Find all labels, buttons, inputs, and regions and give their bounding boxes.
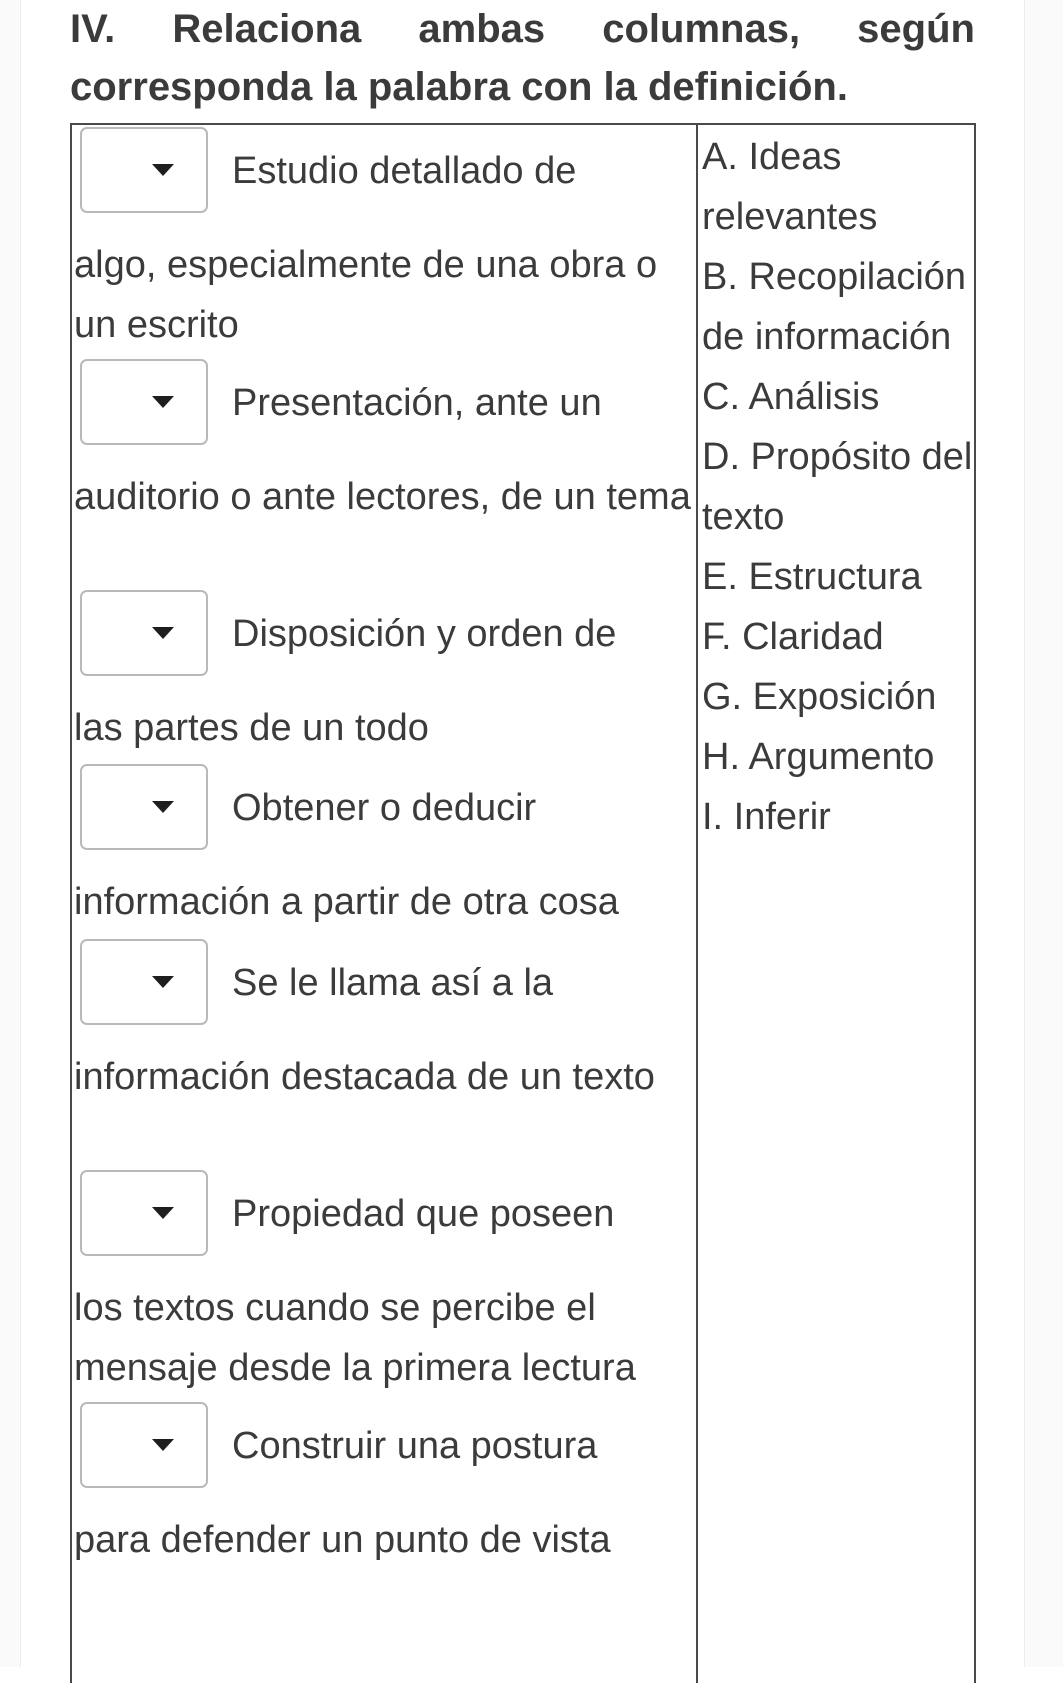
options-column	[700, 125, 974, 847]
title-word: según	[857, 7, 975, 51]
definition-2-continuation: auditorio o ante lectores, de un tema	[74, 476, 691, 518]
option-h: H. Argumento	[702, 736, 935, 778]
caret-down-icon	[152, 627, 174, 639]
definition-3-continuation: las partes de un todo	[74, 707, 429, 749]
caret-down-icon	[152, 164, 174, 176]
option-g: G. Exposición	[702, 676, 937, 718]
right-page-gutter	[1024, 0, 1063, 1667]
question-title	[70, 0, 975, 116]
option-c: C. Análisis	[702, 376, 880, 418]
caret-down-icon	[152, 976, 174, 988]
answer-select-3[interactable]	[80, 590, 208, 676]
question-title-line-1	[70, 0, 975, 58]
title-word: columnas,	[602, 7, 801, 51]
definition-7-continuation: para defender un punto de vista	[74, 1519, 611, 1561]
question-title-line-2: corresponda la palabra con la definición.	[70, 65, 848, 109]
option-f: F. Claridad	[702, 616, 884, 658]
matching-table	[70, 123, 976, 1683]
answer-select-4[interactable]	[80, 764, 208, 850]
option-i: I. Inferir	[702, 796, 831, 838]
caret-down-icon	[152, 396, 174, 408]
title-word: IV.	[70, 7, 116, 51]
definition-7-first-line: Construir una postura	[232, 1425, 598, 1467]
answer-select-1[interactable]	[80, 127, 208, 213]
definition-1-continuation: algo, especialmente de una obra o un escrito	[74, 244, 658, 346]
definition-3-first-line: Disposición y orden de	[232, 613, 617, 655]
title-word: Relaciona	[172, 7, 362, 51]
caret-down-icon	[152, 1439, 174, 1451]
answer-select-2[interactable]	[80, 359, 208, 445]
definition-5-continuation: información destacada de un texto	[74, 1056, 655, 1098]
title-word: ambas	[418, 7, 546, 51]
caret-down-icon	[152, 801, 174, 813]
column-divider	[696, 125, 698, 1683]
definition-6-first-line: Propiedad que poseen	[232, 1193, 615, 1235]
option-d: D. Propósito del texto	[702, 436, 973, 538]
answer-select-6[interactable]	[80, 1170, 208, 1256]
definition-4-first-line: Obtener o deducir	[232, 787, 537, 829]
definition-1-first-line: Estudio detallado de	[232, 150, 577, 192]
option-e: E. Estructura	[702, 556, 922, 598]
option-a: A. Ideas relevantes	[702, 136, 878, 238]
definition-6-continuation: los textos cuando se percibe el mensaje desde la primera lectura	[74, 1287, 636, 1389]
left-page-gutter	[0, 0, 21, 1667]
option-b: B. Recopilación de información	[702, 256, 967, 358]
definition-5-first-line: Se le llama así a la	[232, 962, 554, 1004]
definition-4-continuation: información a partir de otra cosa	[74, 881, 619, 923]
caret-down-icon	[152, 1207, 174, 1219]
answer-select-7[interactable]	[80, 1402, 208, 1488]
definition-2-first-line: Presentación, ante un	[232, 382, 602, 424]
answer-select-5[interactable]	[80, 939, 208, 1025]
